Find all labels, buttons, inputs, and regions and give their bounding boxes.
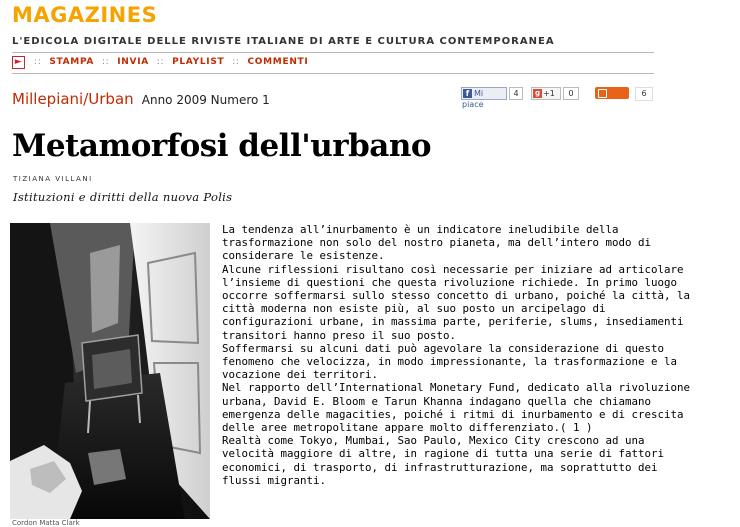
magazine-link[interactable]: Millepiani/Urban (12, 90, 134, 108)
facebook-like-button[interactable] (461, 87, 507, 109)
site-tagline: L'EDICOLA DIGITALE DELLE RIVISTE ITALIANE DI ARTE E CULTURA CONTEMPORANEA (12, 36, 555, 47)
photo-credit: Cordon Matta Clark (12, 519, 80, 527)
google-plus-label: +1 (543, 89, 555, 98)
facebook-like-count: 4 (509, 87, 523, 100)
send-link[interactable]: INVIA (117, 57, 149, 67)
facebook-like-widget (461, 87, 523, 109)
article-paragraph: Nel rapporto dell’International Monetary Fund, dedicato alla rivoluzione urbana, David E. Bloom e Tarun Khanna indagano quella che chiamano emergenza delle magacities, poiché i ritmi di inurbamento e di crescita delle aree metropolitane appare molto differenziato.( 1 ) (222, 381, 691, 435)
share-count: 6 (635, 87, 653, 101)
google-plus-count: 0 (563, 87, 579, 100)
nav-separator: :: (34, 57, 42, 67)
header-divider (12, 52, 654, 53)
toolbar-divider (12, 73, 654, 74)
playlist-link[interactable]: PLAYLIST (172, 57, 225, 67)
share-widget (595, 87, 657, 109)
nav-separator: :: (101, 57, 110, 67)
comments-link[interactable]: COMMENTI (247, 57, 309, 67)
share-label: Share (595, 100, 619, 109)
article-photo (10, 223, 210, 519)
issue-number: Anno 2009 Numero 1 (141, 93, 270, 107)
print-link[interactable]: STAMPA (49, 57, 95, 67)
issue-heading (12, 89, 270, 108)
arrow-right-icon[interactable]: ► (12, 56, 25, 69)
share-icon (598, 89, 607, 98)
nav-separator: :: (156, 57, 165, 67)
google-plus-widget (531, 87, 579, 99)
share-button[interactable] (595, 87, 629, 109)
google-plus-button[interactable] (531, 87, 561, 100)
facebook-like-label: Mi piace (462, 89, 484, 109)
nav-separator: :: (232, 57, 240, 67)
article-paragraph: Alcune riflessioni risultano così necessarie per iniziare ad articolare l’insieme di questioni che questa rivoluzione richiede. In primo luogo occorre soffermarsi sullo stesso concetto di urbano, poiché la città, la città moderna non esiste più, al suo posto un arcipelago di configurazioni urbane, in massima parte, periferie, slums, insediamenti transitori hanno preso il suo posto. (222, 262, 691, 342)
site-logo[interactable]: MAGAZINES (12, 3, 158, 27)
google-plus-icon: g (534, 89, 540, 97)
article-body (222, 223, 692, 487)
article-paragraph: Realtà come Tokyo, Mumbai, Sao Paulo, Mexico City crescono ad una velocità maggiore di altre, in ragione di tutta una serie di fattori economici, di trasporto, di infrastrutturazione, ma soprattutto dei flussi migranti. (222, 434, 665, 487)
facebook-icon: f (463, 89, 472, 98)
article-paragraph: La tendenza all’inurbamento è un indicatore ineludibile della trasformazione non solo del nostro pianeta, ma dell’intero modo di considerare le esistenze. (222, 223, 652, 263)
article-subtitle: Istituzioni e diritti della nuova Polis (13, 190, 233, 204)
article-author[interactable]: TIZIANA VILLANI (13, 175, 93, 183)
article-paragraph: Soffermarsi su alcuni dati può agevolare la considerazione di questo fenomeno che velocizza, in modo impressionante, la trasformazione e la vocazione dei territori. (222, 341, 678, 382)
action-toolbar (12, 56, 654, 70)
article-title: Metamorfosi dell'urbano (12, 128, 432, 164)
